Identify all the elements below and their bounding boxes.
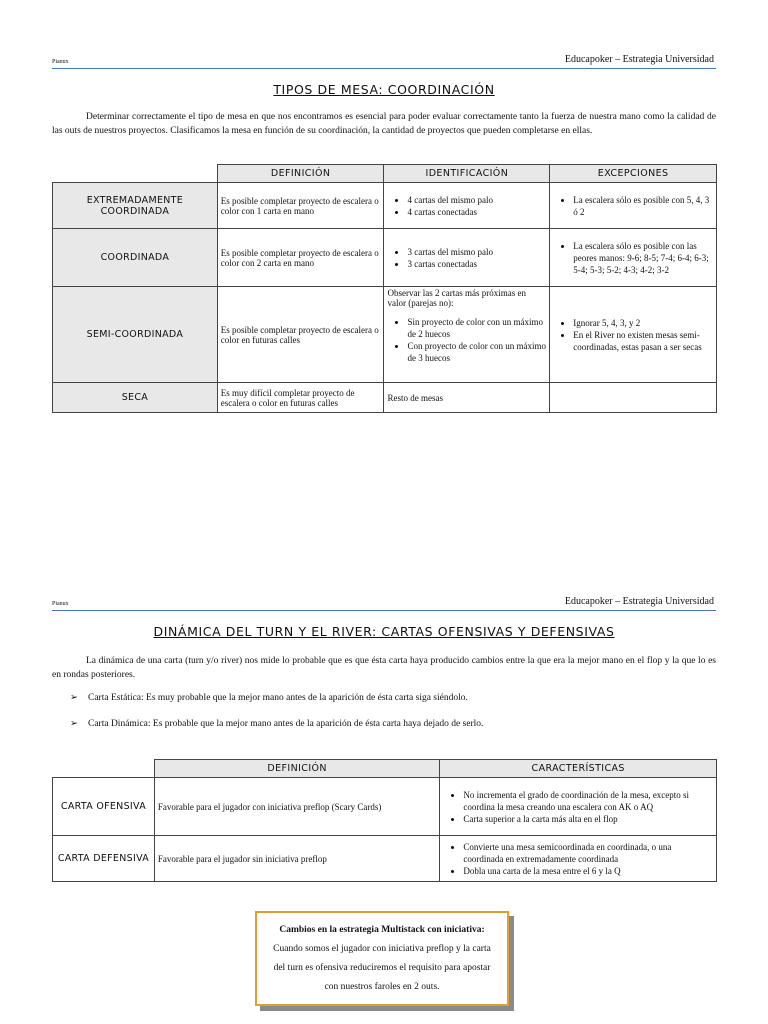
intro-paragraph: La dinámica de una carta (turn y/o river) nos mide lo probable que es que ésta carta haya producido cambios entre la que era la mejor mano en el flop y la que lo es en rondas posteriores. — [52, 656, 716, 680]
identification-cell — [384, 229, 550, 287]
table-corner — [53, 165, 218, 183]
table-header-row — [53, 165, 717, 183]
list-item: • Convierte una mesa semicoordinada en coordinada, o una coordinada en extremadamente coordinada — [463, 841, 713, 865]
identification-cell — [384, 287, 550, 383]
table-row — [53, 836, 717, 882]
characteristics-cell — [440, 778, 717, 836]
col-header-identification: IDENTIFICACIÓN — [384, 165, 550, 183]
list-item: • La escalera sólo es posible con las peores manos: 9-6; 8-5; 7-4; 6-4; 6-3; 5-4; 5-3; 5-2; 4-3; 4-2; 3-2 — [573, 240, 713, 276]
list-item: • No incrementa el grado de coordinación de la mesa, excepto si coordina la mesa creando una escalera con AK o AQ — [463, 789, 713, 813]
arrow-bullet-icon: ➢ — [70, 693, 78, 703]
list-item: • 4 cartas conectadas — [407, 206, 546, 218]
identification-cell: Resto de mesas — [384, 383, 550, 413]
identification-cell — [384, 183, 550, 229]
list-item: • Ignorar 5, 4, 3, y 2 — [573, 317, 713, 329]
table-row — [53, 183, 717, 229]
col-header-characteristics: CARACTERÍSTICAS — [440, 760, 717, 778]
header-author: Pianux — [52, 601, 69, 607]
table-row — [53, 383, 717, 413]
table-row — [53, 229, 717, 287]
row-label: SEMI-COORDINADA — [53, 287, 218, 383]
table-row — [53, 287, 717, 383]
coordination-table — [52, 164, 717, 413]
table-header-row — [53, 760, 717, 778]
strategy-callout-box — [255, 911, 509, 1006]
callout-body: Cuando somos el jugador con iniciativa preflop y la carta del turn es ofensiva reduciremos el requisito para apostar con nuestros faroles en 2 outs. — [273, 944, 491, 992]
definition-cell: Favorable para el jugador sin iniciativa preflop — [154, 836, 439, 882]
exceptions-cell — [550, 383, 717, 413]
identification-intro: Observar las 2 cartas más próximas en valor (parejas no): — [387, 288, 526, 308]
col-header-definition: DEFINICIÓN — [154, 760, 439, 778]
callout-title-text: Cambios en la estrategia Multistack con iniciativa: — [279, 925, 485, 935]
table-row — [53, 778, 717, 836]
row-label: EXTREMADAMENTE COORDINADA — [53, 183, 218, 229]
bullet-text: Carta Estática: Es muy probable que la mejor mano antes de la aparición de ésta carta siga siéndolo. — [88, 693, 468, 703]
list-item: • 3 cartas conectadas — [407, 258, 546, 270]
row-label: CARTA DEFENSIVA — [53, 836, 155, 882]
list-item: • Sin proyecto de color con un máximo de 2 huecos — [407, 316, 546, 340]
header-course: Educapoker – Estrategia Universidad — [564, 54, 714, 65]
dynamics-table — [52, 759, 717, 882]
bullet-dynamic-card — [70, 718, 483, 729]
list-item: • Carta superior a la carta más alta en el flop — [463, 813, 713, 825]
page-title: DINÁMICA DEL TURN Y EL RIVER: CARTAS OFENSIVAS Y DEFENSIVAS — [153, 624, 615, 639]
definition-cell: Es muy difícil completar proyecto de escalera o color en futuras calles — [217, 383, 384, 413]
row-label: CARTA OFENSIVA — [53, 778, 155, 836]
row-label: COORDINADA — [53, 229, 218, 287]
header-author: Pianux — [52, 59, 69, 65]
page-header — [52, 52, 716, 69]
exceptions-cell — [550, 287, 717, 383]
exceptions-cell — [550, 183, 717, 229]
list-item: • 3 cartas del mismo palo — [407, 246, 546, 258]
intro-paragraph: Determinar correctamente el tipo de mesa en que nos encontramos es esencial para poder evaluar correctamente tanto la fuerza de nuestra mano como la calidad de las outs de nuestros proyectos. Clasificamos la mesa en función de su coordinación, la cantidad de proyectos que pueden completarse en ellas. — [52, 112, 716, 136]
definition-cell: Es posible completar proyecto de escalera o color en futuras calles — [217, 287, 384, 383]
header-course: Educapoker – Estrategia Universidad — [564, 596, 714, 607]
characteristics-cell — [440, 836, 717, 882]
definition-cell: Es posible completar proyecto de escalera o color con 1 carta en mano — [217, 183, 384, 229]
col-header-definition: DEFINICIÓN — [217, 165, 384, 183]
definition-cell: Es posible completar proyecto de escalera o color con 2 carta en mano — [217, 229, 384, 287]
list-item: • 4 cartas del mismo palo — [407, 194, 546, 206]
arrow-bullet-icon: ➢ — [70, 719, 78, 729]
list-item: • Dobla una carta de la mesa entre el 6 y la Q — [463, 865, 713, 877]
col-header-exceptions: EXCEPCIONES — [550, 165, 717, 183]
list-item: • Con proyecto de color con un máximo de 3 huecos — [407, 340, 546, 364]
list-item: • En el River no existen mesas semi-coordinadas, estas pasan a ser secas — [573, 329, 713, 353]
row-label: SECA — [53, 383, 218, 413]
page-title: TIPOS DE MESA: COORDINACIÓN — [273, 82, 495, 97]
bullet-text: Carta Dinámica: Es probable que la mejor mano antes de la aparición de ésta carta haya dejado de serlo. — [88, 719, 484, 729]
bullet-static-card — [70, 692, 468, 703]
definition-cell: Favorable para el jugador con iniciativa preflop (Scary Cards) — [154, 778, 439, 836]
list-item: • La escalera sólo es posible con 5, 4, 3 ó 2 — [573, 194, 713, 218]
table-corner — [53, 760, 155, 778]
page-header — [52, 594, 716, 611]
exceptions-cell — [550, 229, 717, 287]
callout-title — [257, 921, 507, 940]
